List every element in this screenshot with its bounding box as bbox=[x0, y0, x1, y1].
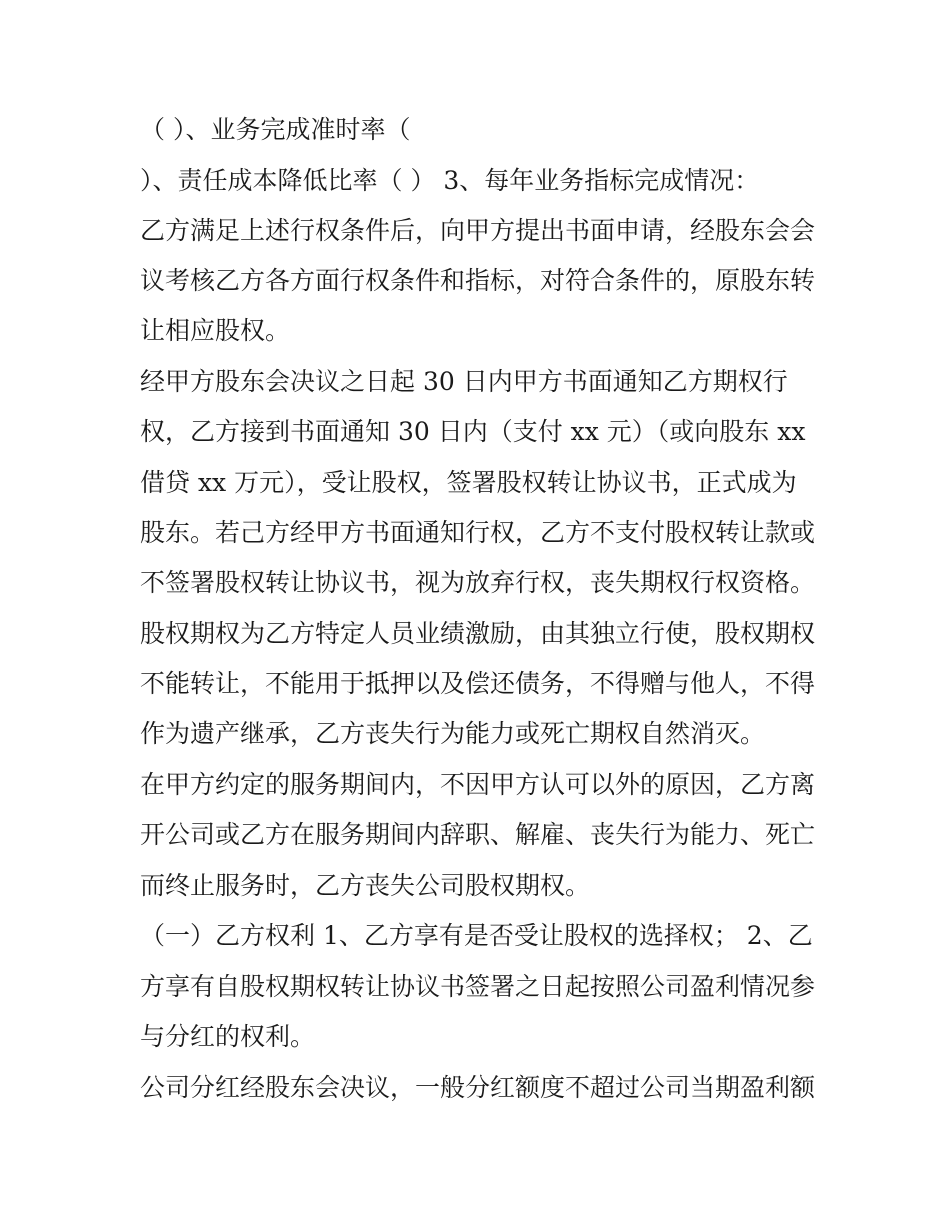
text-line: 不签署股权转让协议书，视为放弃行权，丧失期权行权资格。 bbox=[140, 568, 816, 597]
text-line: 股权期权为乙方特定人员业绩激励，由其独立行使，股权期权 bbox=[140, 619, 816, 648]
text-line: 在甲方约定的服务期间内，不因甲方认可以外的原因，乙方离 bbox=[140, 770, 816, 799]
text-line: 与分红的权利。 bbox=[140, 1022, 316, 1051]
text-line: 开公司或乙方在服务期间内辞职、解雇、丧失行为能力、死亡 bbox=[140, 820, 816, 849]
text-line: 经甲方股东会决议之日起 30 日内甲方书面通知乙方期权行 bbox=[140, 367, 788, 396]
text-line: 作为遗产继承，乙方丧失行为能力或死亡期权自然消灭。 bbox=[140, 719, 766, 748]
text-line: 议考核乙方各方面行权条件和指标，对符合条件的，原股东转 bbox=[140, 266, 816, 295]
text-line: （一）乙方权利 1、乙方享有是否受让股权的选择权； 2、乙 bbox=[140, 921, 813, 950]
text-line: 股东。若己方经甲方书面通知行权，乙方不支付股权转让款或 bbox=[140, 518, 816, 547]
text-line: 而终止服务时，乙方丧失公司股权期权。 bbox=[140, 871, 591, 900]
text-line: 不能转让，不能用于抵押以及偿还债务，不得赠与他人，不得 bbox=[140, 669, 816, 698]
text-line: 乙方满足上述行权条件后，向甲方提出书面申请，经股东会会 bbox=[140, 216, 816, 245]
text-line: 让相应股权。 bbox=[140, 316, 291, 345]
text-line: （ ）、业务完成准时率（ bbox=[140, 115, 411, 144]
text-line: 权，乙方接到书面通知 30 日内（支付 xx 元）（或向股东 xx bbox=[140, 417, 806, 446]
text-line: 借贷 xx 万元），受让股权，签署股权转让协议书，正式成为 bbox=[140, 468, 797, 497]
text-line: 方享有自股权期权转让协议书签署之日起按照公司盈利情况参 bbox=[140, 972, 816, 1001]
text-line: 公司分红经股东会决议，一般分红额度不超过公司当期盈利额 bbox=[140, 1073, 816, 1102]
text-line: ）、责任成本降低比率（ ） 3、每年业务指标完成情况： bbox=[140, 166, 760, 195]
